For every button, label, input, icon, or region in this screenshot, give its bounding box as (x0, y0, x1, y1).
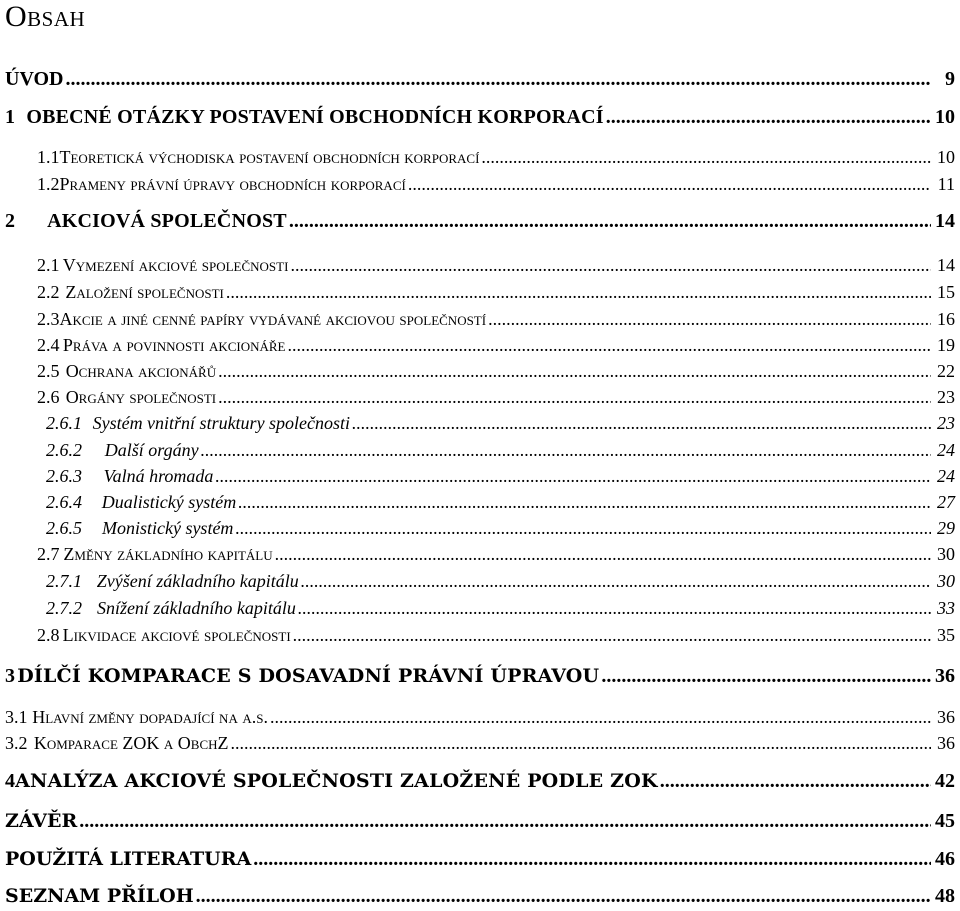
toc-entry-label: Komparace ZOK a ObchZ (33, 733, 229, 753)
toc-entry-number: 2.6.4 (46, 492, 82, 512)
toc-entry-number: 2.6.1 (46, 413, 82, 433)
toc-entry-label: Systém vnitřní struktury společnosti (92, 413, 351, 433)
toc-dot-leader (298, 593, 931, 623)
toc-entry-label: Vymezení akciové společnosti (62, 255, 289, 275)
toc-entry-number: 3 (5, 665, 15, 687)
toc-entry-page: 14 (937, 255, 955, 275)
toc-entry-page: 46 (935, 848, 955, 870)
toc-entry-page: 29 (937, 518, 955, 538)
toc-entry-page: 36 (937, 707, 955, 727)
toc-entry-page: 10 (935, 106, 955, 128)
toc-entry-page: 15 (937, 282, 955, 302)
toc-entry-number: 2.6.3 (46, 466, 82, 486)
toc-entry-label: Změny základního kapitálu (63, 544, 273, 564)
toc-entry-page: 30 (937, 571, 955, 591)
toc-dot-leader (352, 408, 931, 438)
toc-entry-label: Monistický systém (101, 518, 234, 538)
toc-entry-number: 2.1 (37, 255, 60, 275)
toc-dot-leader (226, 277, 931, 307)
toc-entry-number: 2.7.1 (46, 571, 82, 591)
toc-entry-page: 14 (935, 210, 955, 232)
toc-entry-3[interactable] (5, 661, 955, 691)
toc-entry-literatura[interactable] (5, 844, 955, 874)
toc-entry-label: Snížení základního kapitálu (96, 598, 296, 618)
toc-entry-2[interactable] (5, 206, 955, 236)
toc-entry-page: 24 (937, 440, 955, 460)
toc-entry-page: 23 (937, 413, 955, 433)
toc-entry-label: Akcie a jiné cenné papíry vydávané akciovou společností (59, 309, 487, 329)
toc-dot-leader (66, 64, 932, 94)
toc-dot-leader (601, 661, 931, 691)
toc-entry-1-1[interactable] (37, 142, 955, 172)
toc-entry-number: 1 (5, 106, 15, 128)
toc-dot-leader (408, 169, 931, 199)
toc-entry-label: ZÁVĚR (5, 810, 78, 832)
toc-entry-1-2[interactable] (37, 169, 955, 199)
toc-entry-page: 10 (937, 147, 955, 167)
toc-entry-label: AKCIOVÁ SPOLEČNOST (47, 210, 287, 232)
toc-entry-label: Prameny právní úpravy obchodních korporací (59, 174, 406, 194)
toc-entry-page: 9 (945, 68, 955, 90)
toc-entry-zaver[interactable] (5, 806, 955, 836)
toc-dot-leader (293, 620, 931, 650)
toc-entry-number: 2.7.2 (46, 598, 82, 618)
toc-entry-label: Práva a povinnosti akcionáře (62, 335, 286, 355)
toc-entry-page: 42 (935, 770, 955, 792)
toc-entry-label: ANALÝZA AKCIOVÉ SPOLEČNOSTI ZALOŽENÉ PODLE ZOK (15, 770, 658, 792)
toc-entry-label: POUŽITÁ LITERATURA (5, 848, 252, 870)
toc-entry-number: 1.1 (37, 147, 60, 167)
toc-dot-leader (253, 844, 931, 874)
toc-entry-2-6-1[interactable] (46, 408, 955, 438)
toc-dot-leader (481, 142, 931, 172)
toc-entry-label: Založení společnosti (65, 282, 224, 302)
toc-entry-number: 2.6.2 (46, 440, 82, 460)
toc-entry-label: Hlavní změny dopadající na a.s. (32, 707, 268, 727)
toc-entry-label: Likvidace akciové společnosti (62, 625, 291, 645)
toc-entry-page: 48 (935, 885, 955, 907)
toc-entry-page: 45 (935, 810, 955, 832)
toc-dot-leader (660, 766, 931, 796)
toc-entry-number: 2.6 (37, 387, 60, 407)
toc-entry-number: 2.6.5 (46, 518, 82, 538)
toc-entry-2-7-2[interactable] (46, 593, 955, 623)
toc-entry-page: 36 (937, 733, 955, 753)
toc-entry-1[interactable] (5, 102, 955, 132)
toc-dot-leader (79, 806, 931, 836)
toc-entry-3-2[interactable] (5, 728, 955, 758)
toc-entry-number: 2.3 (37, 309, 60, 329)
toc-entry-label: Teoretická východiska postavení obchodních korporací (59, 147, 480, 167)
toc-entry-number: 2.8 (37, 625, 60, 645)
toc-dot-leader (290, 250, 931, 280)
toc-dot-leader (606, 102, 931, 132)
toc-entry-4[interactable] (5, 766, 955, 796)
toc-entry-page: 36 (935, 665, 955, 687)
toc-entry-label: Zvýšení základního kapitálu (96, 571, 299, 591)
toc-entry-page: 33 (937, 598, 955, 618)
toc-entry-2-2[interactable] (37, 277, 955, 307)
toc-entry-page: 19 (937, 335, 955, 355)
toc-entry-number: 1.2 (37, 174, 60, 194)
toc-entry-page: 23 (937, 387, 955, 407)
toc-entry-label: Valná hromada (103, 466, 214, 486)
toc-entry-number: 2.7 (37, 544, 60, 564)
toc-entry-2-7[interactable] (37, 539, 955, 569)
toc-entry-label: SEZNAM PŘÍLOH (5, 885, 194, 907)
toc-entry-2-8[interactable] (37, 620, 955, 650)
toc-entry-2-7-1[interactable] (46, 566, 955, 596)
toc-dot-leader (231, 728, 931, 758)
toc-entry-number: 2.4 (37, 335, 60, 355)
toc-entry-number: 2 (5, 210, 15, 232)
toc-entry-page: 35 (937, 625, 955, 645)
toc-entry-label: Dualistický systém (101, 492, 237, 512)
toc-entry-2-1[interactable] (37, 250, 955, 280)
toc-entry-label: OBECNÉ OTÁZKY POSTAVENÍ OBCHODNÍCH KORPORACÍ (26, 106, 604, 128)
toc-entry-page: 24 (937, 466, 955, 486)
toc-entry-label: DÍLČÍ KOMPARACE S DOSAVADNÍ PRÁVNÍ ÚPRAVOU (17, 665, 600, 687)
toc-dot-leader (275, 539, 931, 569)
toc-entry-number: 3.2 (5, 733, 28, 753)
toc-entry-page: 22 (937, 361, 955, 381)
toc-entry-number: 4 (5, 770, 15, 792)
toc-entry-page: 16 (937, 309, 955, 329)
toc-entry-number: 2.5 (37, 361, 60, 381)
toc-dot-leader (301, 566, 931, 596)
toc-entry-number: 2.2 (37, 282, 60, 302)
toc-entry-label: Další orgány (104, 440, 199, 460)
toc-entry-label: ÚVOD (5, 68, 64, 90)
toc-entry-page: 11 (937, 174, 955, 194)
toc-entry-page: 30 (937, 544, 955, 564)
toc-entry-label: Ochrana akcionářů (65, 361, 217, 381)
toc-entry-number: 3.1 (5, 707, 28, 727)
toc-entry-page: 27 (937, 492, 955, 512)
toc-entry-label: Orgány společnosti (65, 387, 217, 407)
page-title: Obsah (5, 0, 86, 33)
toc-entry-uvod[interactable] (5, 64, 955, 94)
toc-dot-leader (289, 206, 931, 236)
